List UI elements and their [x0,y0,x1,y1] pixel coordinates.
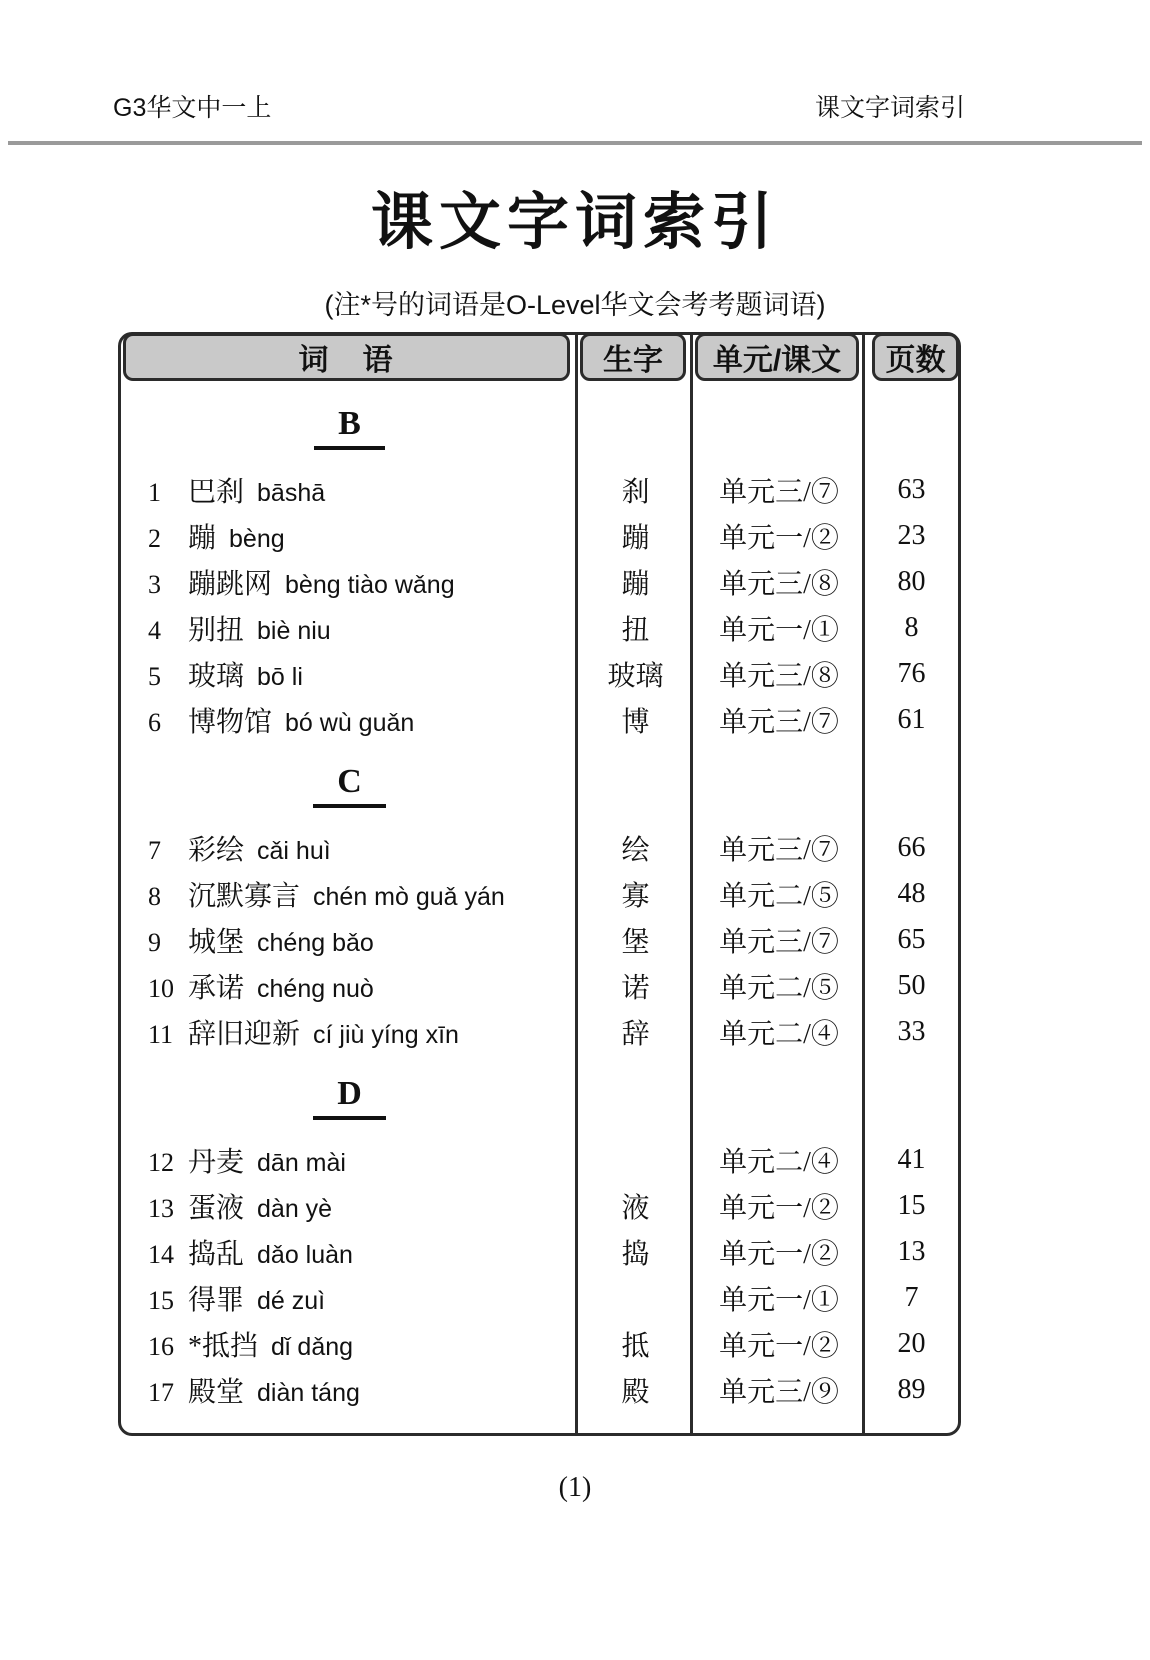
row-number: 4 [148,616,161,645]
word-text: 博物馆 [188,707,273,738]
cell-word [121,516,578,556]
row-number: 14 [148,1240,174,1269]
cell-unit-lesson: 单元三/⑨ [719,1377,839,1408]
cell-page-number: 20 [897,1328,926,1359]
table-row [121,605,958,651]
cell-unit-lesson: 单元三/⑧ [719,569,839,600]
cell-unit-lesson: 单元三/⑦ [719,477,839,508]
cell-word [121,608,578,648]
cell-unit-lesson: 单元三/⑦ [719,707,839,738]
page-number: (1) [558,1472,592,1503]
word-text: 殿堂 [188,1377,245,1408]
word-text: 辞旧迎新 [188,1019,301,1050]
word-text: 丹麦 [188,1147,245,1178]
index-table [118,332,961,1436]
cell-new-char: 扭 [621,615,650,646]
cell-page-number: 7 [904,1282,919,1313]
word-text: 蹦跳网 [188,569,273,600]
cell-unit-lesson: 单元一/② [719,1239,839,1270]
word-text: 蹦 [188,523,217,554]
word-text: 别扭 [188,615,245,646]
row-number: 7 [148,836,161,865]
running-header [113,88,965,124]
row-number: 5 [148,662,161,691]
section-letter: B [314,405,385,450]
word-text: *抵挡 [188,1331,259,1362]
running-header-right: 课文字词索引 [814,94,965,122]
cell-word [121,654,578,694]
word-pinyin: bèng tiào wǎng [285,571,455,599]
cell-word [121,562,578,602]
table-row [121,917,958,963]
table-row [121,697,958,743]
section-letter: C [313,763,386,808]
col-header-unit: 单元/课文 [695,333,859,381]
table-row [121,1183,958,1229]
cell-unit-lesson: 单元二/④ [719,1147,839,1178]
cell-new-char: 液 [621,1193,650,1224]
table-row [121,651,958,697]
word-text: 彩绘 [188,835,245,866]
word-pinyin: dé zuì [257,1287,326,1315]
row-number: 15 [148,1286,174,1315]
word-pinyin: chéng bǎo [257,929,374,957]
cell-unit-lesson: 单元三/⑦ [719,927,839,958]
cell-page-number: 15 [897,1190,926,1221]
cell-new-char: 殿 [621,1377,650,1408]
cell-word [121,1232,578,1272]
word-text: 城堡 [188,927,245,958]
word-pinyin: biè niu [257,617,331,645]
cell-new-char: 刹 [621,477,650,508]
row-number: 8 [148,882,161,911]
word-text: 捣乱 [188,1239,245,1270]
col-header-word: 词 语 [123,333,570,381]
row-number: 9 [148,928,161,957]
cell-page-number: 63 [897,474,926,505]
col-header-char: 生字 [580,333,686,381]
word-pinyin: bó wù guǎn [285,709,415,737]
row-number: 13 [148,1194,174,1223]
cell-unit-lesson: 单元二/④ [719,1019,839,1050]
word-pinyin: bèng [229,525,285,553]
cell-new-char: 博 [621,707,650,738]
cell-page-number: 65 [897,924,926,955]
cell-word [121,1140,578,1180]
cell-new-char: 寡 [621,881,650,912]
row-number: 3 [148,570,161,599]
cell-word [121,966,578,1006]
table-row [121,871,958,917]
cell-page-number: 13 [897,1236,926,1267]
cell-page-number: 33 [897,1016,926,1047]
cell-word [121,700,578,740]
word-pinyin: bāshā [257,479,326,507]
word-text: 巴刹 [188,477,245,508]
word-pinyin: cǎi huì [257,837,331,865]
cell-word [121,1012,578,1052]
table-row [121,513,958,559]
cell-word [121,1278,578,1318]
cell-unit-lesson: 单元一/② [719,523,839,554]
table-row [121,1229,958,1275]
cell-page-number: 48 [897,878,926,909]
cell-word [121,470,578,510]
word-text: 蛋液 [188,1193,245,1224]
section-heading [121,405,578,461]
table-row [121,825,958,871]
section-heading [121,1075,578,1131]
cell-page-number: 61 [897,704,926,735]
cell-page-number: 80 [897,566,926,597]
cell-unit-lesson: 单元三/⑦ [719,835,839,866]
row-number: 10 [148,974,174,1003]
table-row [121,467,958,513]
word-pinyin: chén mò guǎ yán [313,883,505,911]
cell-page-number: 50 [897,970,926,1001]
word-text: 得罪 [188,1285,245,1316]
cell-unit-lesson: 单元一/① [719,615,839,646]
section-letter: D [313,1075,386,1120]
page-title: 课文字词索引 [370,188,779,257]
cell-unit-lesson: 单元一/② [719,1331,839,1362]
cell-unit-lesson: 单元三/⑧ [719,661,839,692]
cell-page-number: 66 [897,832,926,863]
table-row [121,559,958,605]
section-heading [121,763,578,819]
word-pinyin: cí jiù yíng xīn [313,1021,459,1049]
table-row [121,1137,958,1183]
cell-page-number: 8 [904,612,919,643]
word-pinyin: dǎo luàn [257,1241,353,1269]
row-number: 16 [148,1332,174,1361]
table-row [121,1367,958,1413]
cell-new-char: 诺 [621,973,650,1004]
row-number: 6 [148,708,161,737]
cell-word [121,920,578,960]
word-text: 玻璃 [188,661,245,692]
cell-word [121,1324,578,1364]
table-row [121,1009,958,1055]
word-pinyin: dàn yè [257,1195,333,1223]
cell-page-number: 23 [897,520,926,551]
cell-page-number: 41 [897,1144,926,1175]
cell-unit-lesson: 单元一/① [719,1285,839,1316]
word-pinyin: diàn táng [257,1379,360,1407]
cell-unit-lesson: 单元一/② [719,1193,839,1224]
row-number: 17 [148,1378,174,1407]
word-text: 沉默寡言 [188,881,301,912]
cell-new-char: 辞 [621,1019,650,1050]
cell-new-char: 蹦 [621,523,650,554]
cell-new-char: 玻璃 [607,661,664,692]
subtitle-note: (注*号的词语是O-Level华文会考考题词语) [324,290,826,320]
cell-word [121,1186,578,1226]
cell-page-number: 76 [897,658,926,689]
col-header-page: 页数 [872,333,959,381]
table-row [121,1321,958,1367]
cell-word [121,828,578,868]
cell-unit-lesson: 单元二/⑤ [719,881,839,912]
row-number: 1 [148,478,161,507]
word-pinyin: dān mài [257,1149,346,1177]
cell-new-char: 绘 [621,835,650,866]
table-body [121,385,958,1413]
word-pinyin: dǐ dǎng [271,1333,354,1361]
cell-new-char: 蹦 [621,569,650,600]
word-text: 承诺 [188,973,245,1004]
table-row [121,963,958,1009]
cell-word [121,1370,578,1410]
row-number: 2 [148,524,161,553]
running-header-left: G3华文中一上 [113,94,272,122]
cell-page-number: 89 [897,1374,926,1405]
table-row [121,1275,958,1321]
header-rule [8,141,1142,145]
cell-word [121,874,578,914]
cell-new-char: 抵 [621,1331,650,1362]
word-pinyin: bō li [257,663,303,691]
cell-unit-lesson: 单元二/⑤ [719,973,839,1004]
word-pinyin: chéng nuò [257,975,374,1003]
cell-new-char: 捣 [621,1239,650,1270]
cell-new-char: 堡 [621,927,650,958]
row-number: 11 [148,1020,174,1049]
row-number: 12 [148,1148,174,1177]
